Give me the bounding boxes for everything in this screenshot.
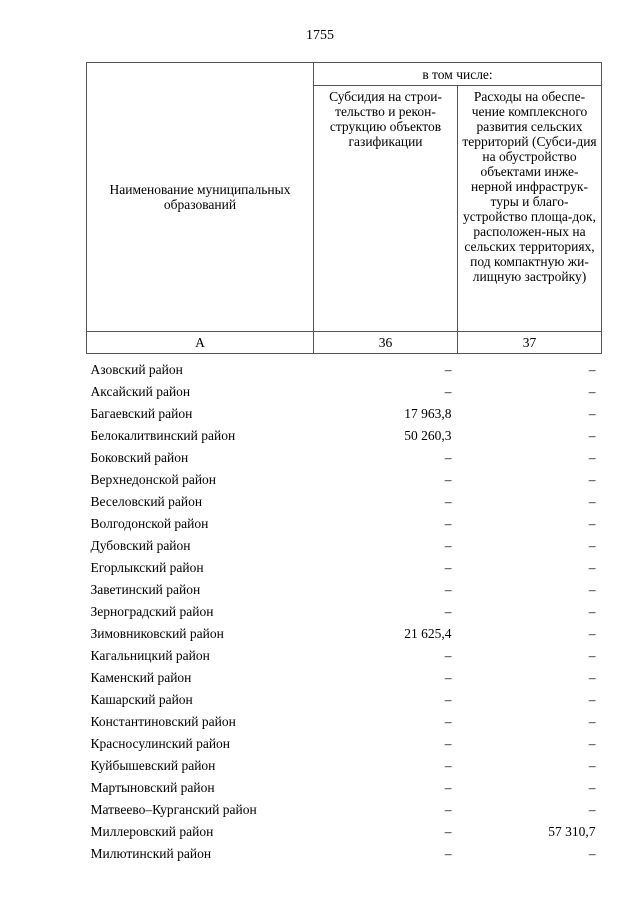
row-value-36-cell: – [444, 823, 452, 839]
header-col-36: Субсидия на строи-тельство и рекон-струкцию объектов газификации [314, 86, 458, 332]
row-value-37-cell: – [588, 405, 596, 421]
table-row [87, 754, 602, 776]
row-name-cell: Кашарский район [90, 691, 193, 707]
row-value-37-cell: – [588, 537, 596, 553]
table-row [87, 578, 602, 600]
row-name-cell: Верхнедонской район [90, 471, 217, 487]
header-num-a: А [87, 332, 314, 354]
row-name-cell: Багаевский район [90, 405, 193, 421]
row-value-36-cell: 21 625,4 [404, 625, 452, 641]
table-row [87, 380, 602, 402]
row-value-37-cell: – [588, 361, 596, 377]
table-row [87, 666, 602, 688]
table-row [87, 820, 602, 842]
table-row [87, 468, 602, 490]
row-name-cell: Зимовниковский район [90, 625, 224, 641]
row-value-36-cell: – [444, 383, 452, 399]
table-row [87, 512, 602, 534]
row-value-37-cell: – [588, 735, 596, 751]
header-col-37: Расходы на обеспе-чение комплексного развития сельских территорий (Субси-дия на обустройство объектами инже-нерной инфраструк-туры и благо-устройство площа-док, расположен-ных на сельских территориях, под компактную жи-лищную застройку) [458, 86, 602, 332]
row-name-cell: Аксайский район [90, 383, 191, 399]
table-row [87, 402, 602, 424]
budget-table [86, 62, 602, 864]
row-name-cell: Дубовский район [90, 537, 191, 553]
row-value-36-cell: – [444, 801, 452, 817]
row-value-36-cell: 50 260,3 [404, 427, 452, 443]
row-value-37-cell: – [588, 801, 596, 817]
row-value-37-cell: – [588, 669, 596, 685]
row-name-cell: Каменский район [90, 669, 192, 685]
row-name-cell: Мартыновский район [90, 779, 215, 795]
table-row [87, 446, 602, 468]
table-header [87, 63, 602, 354]
table-row [87, 798, 602, 820]
page-number: 1755 [306, 28, 334, 43]
row-name-cell: Егорлыкский район [90, 559, 204, 575]
row-value-36-cell: – [444, 647, 452, 663]
table-row [87, 688, 602, 710]
row-value-37-cell: – [588, 559, 596, 575]
table-row [87, 354, 602, 381]
row-value-37-cell: – [588, 383, 596, 399]
row-value-36-cell: – [444, 845, 452, 861]
row-value-36-cell: – [444, 713, 452, 729]
row-name-cell: Матвеево–Курганский район [90, 801, 257, 817]
row-value-37-cell: – [588, 845, 596, 861]
row-value-36-cell: – [444, 735, 452, 751]
row-value-36-cell: – [444, 603, 452, 619]
row-name-cell: Боковский район [90, 449, 189, 465]
row-value-36-cell: – [444, 757, 452, 773]
header-group-label: в том числе: [314, 63, 602, 86]
row-value-36-cell: 17 963,8 [404, 405, 452, 421]
row-name-cell: Куйбышевский район [90, 757, 216, 773]
row-value-37-cell: – [588, 779, 596, 795]
row-value-37-cell: – [588, 493, 596, 509]
table-body [87, 354, 602, 865]
row-value-37-cell: – [588, 427, 596, 443]
row-value-37-cell: – [588, 581, 596, 597]
table-row [87, 644, 602, 666]
header-num-37: 37 [458, 332, 602, 354]
row-value-37-cell: – [588, 603, 596, 619]
table-row [87, 424, 602, 446]
row-value-37-cell: – [588, 515, 596, 531]
row-name-cell: Веселовский район [90, 493, 203, 509]
row-value-36-cell: – [444, 581, 452, 597]
table-row [87, 490, 602, 512]
row-value-36-cell: – [444, 537, 452, 553]
row-name-cell: Кагальницкий район [90, 647, 210, 663]
row-value-37-cell: – [588, 625, 596, 641]
row-value-36-cell: – [444, 493, 452, 509]
header-num-36: 36 [314, 332, 458, 354]
table-row [87, 534, 602, 556]
row-name-cell: Константиновский район [90, 713, 236, 729]
row-name-cell: Милютинский район [90, 845, 212, 861]
row-name-cell: Зерноградский район [90, 603, 214, 619]
table-row [87, 556, 602, 578]
table-row [87, 732, 602, 754]
table-row [87, 622, 602, 644]
table-row [87, 710, 602, 732]
row-name-cell: Волгодонской район [90, 515, 209, 531]
row-value-37-cell: – [588, 713, 596, 729]
row-value-37-cell: – [588, 691, 596, 707]
row-value-36-cell: – [444, 779, 452, 795]
row-value-36-cell: – [444, 449, 452, 465]
row-value-36-cell: – [444, 515, 452, 531]
row-value-36-cell: – [444, 559, 452, 575]
table-row [87, 776, 602, 798]
header-name-column: Наименование муниципальных образований [87, 63, 314, 332]
row-value-37-cell: – [588, 757, 596, 773]
row-name-cell: Заветинский район [90, 581, 201, 597]
table-row [87, 600, 602, 622]
row-name-cell: Белокалитвинский район [90, 427, 236, 443]
row-value-37-cell: – [588, 471, 596, 487]
row-name-cell: Красносулинский район [90, 735, 231, 751]
row-value-36-cell: – [444, 471, 452, 487]
table-row [87, 842, 602, 864]
row-value-37-cell: 57 310,7 [548, 823, 596, 839]
row-value-36-cell: – [444, 691, 452, 707]
row-name-cell: Миллеровский район [90, 823, 214, 839]
row-value-36-cell: – [444, 361, 452, 377]
row-value-36-cell: – [444, 669, 452, 685]
row-value-37-cell: – [588, 449, 596, 465]
row-name-cell: Азовский район [90, 361, 183, 377]
row-value-37-cell: – [588, 647, 596, 663]
